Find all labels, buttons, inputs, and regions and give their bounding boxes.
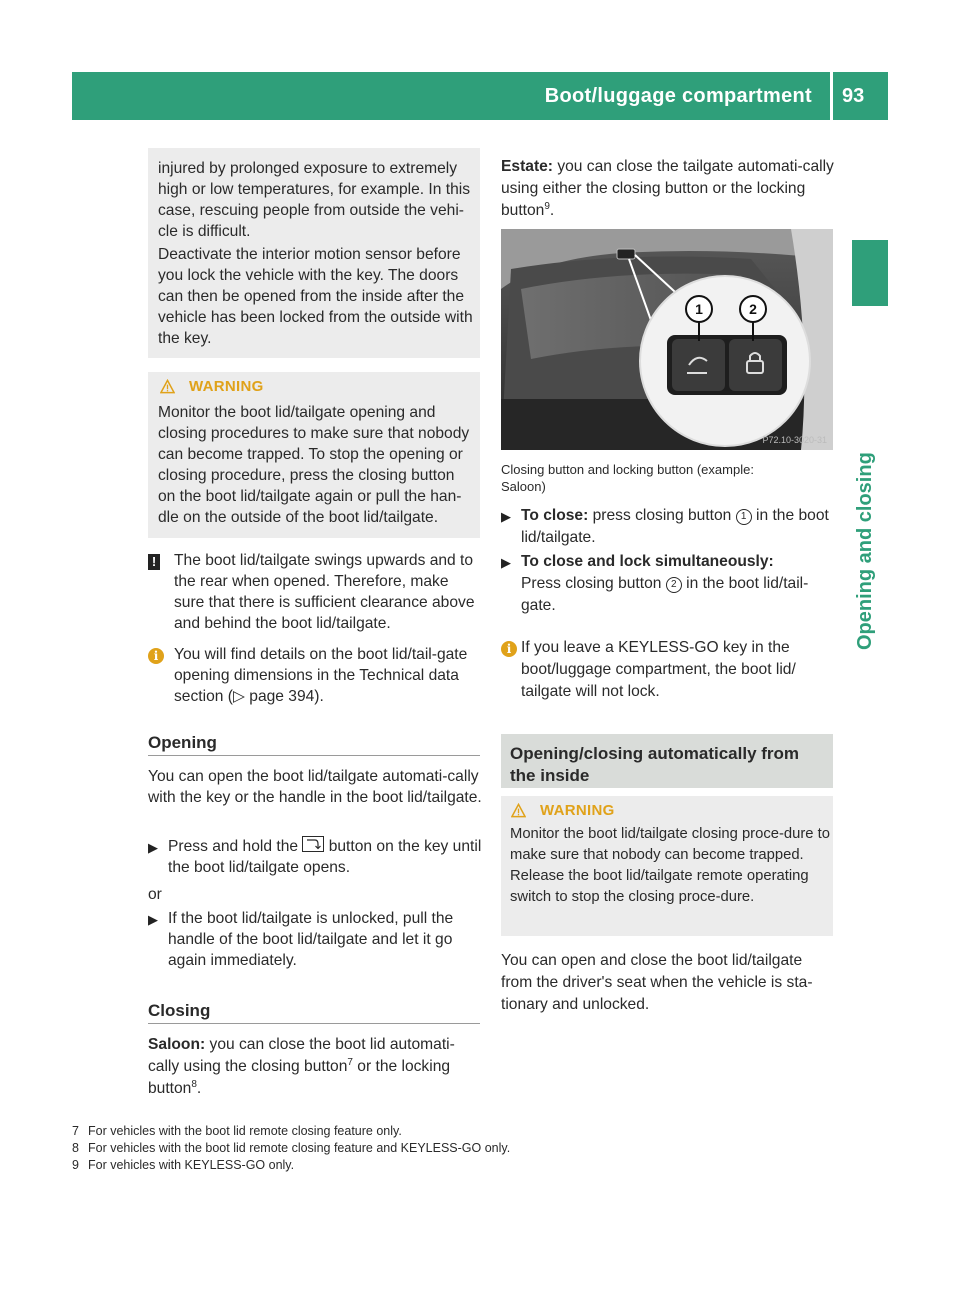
closing-paragraph: Saloon: you can close the boot lid automati-cally using the closing button$^7$ or the locking button$^8$. <box>148 1036 455 1097</box>
step-label: To close and lock simultaneously: <box>521 553 774 570</box>
step-text: If the boot lid/tailgate is unlocked, pull the handle of the boot lid/tailgate and let it go again immediately. <box>168 910 454 969</box>
warning-box <box>501 796 833 936</box>
footnote-ref: 8 <box>191 1078 197 1090</box>
warning-text: Monitor the boot lid/tailgate opening and closing procedures to make sure that nobody can become trapped. To stop the opening or closing procedure, press the closing button on the boot lid/tailgate again or pull the han-dle on the outside of the boot lid/tailgate. <box>158 404 470 526</box>
warning-text: Monitor the boot lid/tailgate closing proce-dure to make sure that nobody can become trapped. Release the boot lid/tailgate remote operating switch to stop the closing proce-dure. <box>510 826 830 905</box>
step-text: Press and hold the <box>168 838 303 855</box>
callout-1-ref: 1 <box>736 509 752 525</box>
close-step: ▶ To close: press closing button 1 in the boot lid/tailgate. <box>501 507 829 546</box>
note-text: The boot lid/tailgate swings upwards and to the rear when opened. Therefore, make sure that there is sufficient clearance above and behind the boot lid/tailgate. <box>174 552 475 632</box>
warning-triangle-icon <box>511 803 526 818</box>
estate-paragraph: Estate: you can close the tailgate automati-cally using either the closing button or the locking button$^9$. <box>501 158 834 219</box>
step-text-cont: button on the key until the boot lid/tailgate opens. <box>168 838 482 876</box>
heading-rule <box>148 1023 480 1024</box>
arrow-icon: ▶ <box>148 912 158 927</box>
exclamation-icon: ! <box>148 554 160 570</box>
info-box <box>148 148 480 358</box>
step-label: To close: <box>521 507 589 524</box>
figure-image <box>501 229 833 450</box>
box-paragraph-2: Deactivate the interior motion sensor before you lock the vehicle with the key. The doors can then be opened from the inside after the vehicle has been locked from the outside with the key. <box>158 246 473 347</box>
close-lock-step: ▶ To close and lock simultaneously: Press closing button 2 in the boot lid/tail-gate. <box>501 553 809 614</box>
info-text-a: You will find details on the boot lid/tail-gate opening dimensions in the Technical data section ( <box>174 646 468 705</box>
box-paragraph-1: injured by prolonged exposure to extremely high or low temperatures, for example. In this case, rescuing people from outside the vehi-cle is difficult. <box>158 160 471 240</box>
page-number: 93 <box>842 85 865 107</box>
footnote-ref: 7 <box>347 1056 353 1068</box>
warning-box <box>148 372 480 538</box>
arrow-icon: ▶ <box>501 555 511 570</box>
warning-triangle-icon <box>160 379 175 394</box>
estate-label: Estate: <box>501 158 553 175</box>
closing-inside-paragraph: You can open and close the boot lid/tailgate from the driver's seat when the vehicle is sta-tionary and unlocked. <box>501 952 813 1013</box>
boot-buttons-illustration <box>501 229 833 450</box>
section-heading: Opening/closing automatically from the inside <box>510 744 800 785</box>
side-tab-label: Opening and closing <box>854 452 876 650</box>
saloon-label: Saloon: <box>148 1036 206 1053</box>
info-block <box>501 637 835 703</box>
info-block <box>148 644 482 707</box>
side-tab <box>854 310 886 650</box>
arrow-icon: ▶ <box>501 509 511 524</box>
footnotes <box>72 1123 832 1174</box>
warning-title: WARNING <box>540 802 615 819</box>
section-heading-box <box>501 734 833 788</box>
figure-caption: Closing button and locking button (example: Saloon) <box>501 462 754 494</box>
info-icon: i <box>148 648 164 664</box>
opening-paragraph: You can open the boot lid/tailgate automati-cally with the key or the handle in the boot lid/tailgate. <box>148 768 482 806</box>
header-separator <box>830 72 833 120</box>
callout-2: 2 <box>749 301 757 317</box>
info-text-b: page 394). <box>244 688 324 705</box>
header-title: Boot/luggage compartment <box>544 85 812 107</box>
note-block <box>148 550 482 634</box>
opening-step-1 <box>148 836 482 878</box>
side-tab-block <box>852 240 888 306</box>
figure-code: P72.10-3020-31 <box>762 435 827 445</box>
callout-2-ref: 2 <box>666 577 682 593</box>
opening-step-2 <box>148 908 482 971</box>
heading-closing: Closing <box>148 1001 211 1020</box>
page-ref-icon: ▷ <box>232 688 245 705</box>
or-text: or <box>148 886 162 903</box>
heading-opening: Opening <box>148 733 217 752</box>
footnote: 9 For vehicles with KEYLESS-GO only. <box>72 1158 295 1172</box>
info-icon: i <box>501 641 517 657</box>
footnote: 7 For vehicles with the boot lid remote closing feature only. <box>72 1124 402 1138</box>
heading-rule <box>148 755 480 756</box>
info-text: If you leave a KEYLESS-GO key in the boot/luggage compartment, the boot lid/ tailgate will not lock. <box>521 639 796 700</box>
callout-1: 1 <box>695 301 703 317</box>
footnote-ref: 9 <box>544 200 550 212</box>
arrow-icon: ▶ <box>148 840 158 855</box>
warning-title: WARNING <box>189 378 264 395</box>
footnote: 8 For vehicles with the boot lid remote closing feature and KEYLESS-GO only. <box>72 1141 511 1155</box>
boot-key-icon <box>302 836 324 852</box>
